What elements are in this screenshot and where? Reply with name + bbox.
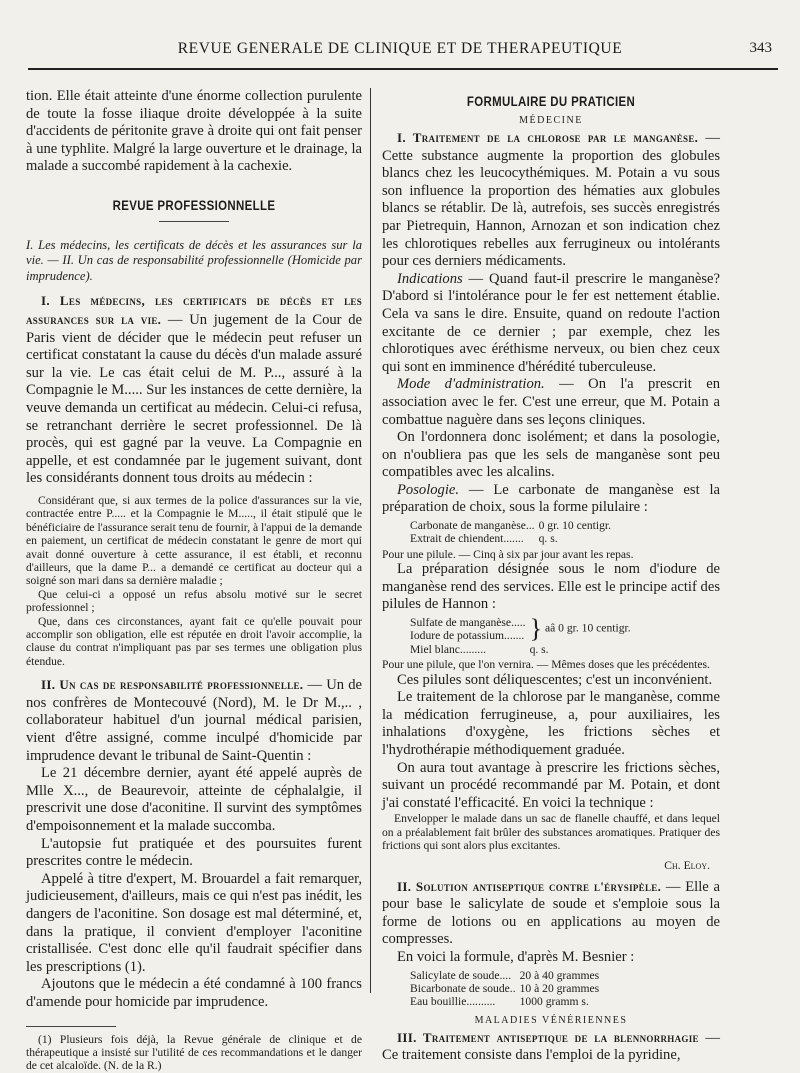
left-column <box>26 88 362 1073</box>
dose-text: aâ 0 gr. 10 centigr. <box>544 622 631 636</box>
paragraph <box>382 271 720 377</box>
footnote-rule <box>26 1026 116 1027</box>
paragraph-text: — Elle a pour base le salicylate de soude et s'emploie sous la forme de lotions ou en applications au moyen de compresses. <box>382 878 720 948</box>
paragraph: Ajoutons que le médecin a été condamné à 100 francs d'amende pour homicide par imprudence. <box>26 976 362 1010</box>
right-column <box>382 88 720 1065</box>
prescription-table <box>410 616 635 656</box>
ingredient: Iodure de potassium....... <box>410 629 525 643</box>
ingredient: Bicarbonate de soude.. <box>410 982 516 996</box>
paragraph: Le 21 décembre dernier, ayant été appelé auprès de Mlle X..., de Beaurevoir, atteinte de céphalalgie, il prescrivit une dose d'aconitine. Il survint des symptômes d'empoisonnement et la malade succomba. <box>26 765 362 835</box>
dose: 10 à 20 grammes <box>519 982 600 996</box>
subsection-heading: II. Un cas de responsabilité professionnelle. <box>41 677 304 693</box>
paragraph-text: — Ce traitement consiste dans l'emploi de la pyridine, <box>382 1029 720 1064</box>
paragraph: Le traitement de la chlorose par le manganèse, comme la médication ferrugineuse, a, pour auxiliaires, les inhalations d'oxygène, les frictions sèches et l'hydrothérapie méthodiquement graduée. <box>382 689 720 759</box>
ingredient: Salicylate de soude.... <box>410 968 512 982</box>
inline-label: Posologie. <box>397 481 460 498</box>
paragraph: En voici la formule, d'après M. Besnier : <box>397 949 635 966</box>
paragraph-text: — Cette substance augmente la proportion des globules blancs chez les leucocythémiques. M. Potain a vu sous son influence la proportion des hématies aux globules blancs se rétablir. De là, autrefois, ses succès enregistrés par Pietrequin, Hannon, Arnozan et son indication chez les chlorotiques rebelles aux ferrugineux ou intolérants pour ces derniers médicaments. <box>382 130 720 270</box>
dose: q. s. <box>529 642 549 656</box>
paragraph <box>382 1029 720 1065</box>
prescription-table <box>410 519 615 546</box>
technique-text: Envelopper le malade dans un sac de flanelle chauffé, et dans lequel on a préalablement fait brûler des substances aromatiques. Pratiquer des frictions qui sont alors plus excitantes. <box>382 812 720 853</box>
prescription-note: Pour une pilule, que l'on vernira. — Mêmes doses que les précédentes. <box>382 658 710 672</box>
prescription-row <box>410 519 615 532</box>
prescription-note: Pour une pilule. — Cinq à six par jour avant les repas. <box>382 547 634 561</box>
paragraph: La préparation désignée sous le nom d'iodure de manganèse rend des services. Elle est le principe actif des pilules de Hannon : <box>382 561 720 613</box>
section-rule <box>159 221 229 222</box>
inline-label: Indications <box>397 270 463 287</box>
subsection-heading: III. Traitement antiseptique de la blennorrhagie <box>397 1029 699 1045</box>
paragraph <box>26 676 362 765</box>
section-title: REVUE PROFESSIONNELLE <box>112 197 276 213</box>
paragraph: On aura tout avantage à prescrire les frictions sèches, suivant un procédé recommandé par M. Potain, et dont j'ai constaté l'efficacité. En voici la technique : <box>382 759 720 811</box>
column-separator <box>370 88 371 993</box>
ingredient: Eau bouillie.......... <box>410 995 496 1009</box>
subsection-heading: I. Traitement de la chlorose par le manganèse. <box>397 130 699 145</box>
dose: 1000 gramm s. <box>519 995 589 1009</box>
dose: q. s. <box>538 532 558 546</box>
prescription-table <box>410 969 603 1009</box>
paragraph <box>382 129 720 271</box>
subsection-heading: I. Les médecins, les certificats de décès et les assurances sur la vie. <box>26 293 362 328</box>
ingredient: Extrait de chiendent....... <box>410 532 524 546</box>
quote: Que, dans ces circonstances, ayant fait ce qu'elle pouvait pour accomplir son obligation, elle est réputée en droit l'avoir accomplie, la clause du contrat n'impliquant pas par ses termes une obligation plus étendue. <box>26 614 362 668</box>
paragraph <box>382 376 720 429</box>
section-summary: I. Les médecins, les certificats de décès et les assurances sur la vie. — II. Un cas de responsabilité professionnelle (Homicide par imprudence). <box>26 237 362 283</box>
ingredient: Miel blanc......... <box>410 642 486 656</box>
subsection-heading: II. Solution antiseptique contre l'érysipèle. <box>397 878 662 894</box>
paragraph: Ces pilules sont déliquescentes; c'est un inconvénient. <box>397 671 713 688</box>
prescription-row <box>410 982 603 995</box>
paragraph-text: — Le carbonate de manganèse est la préparation de choix, sous la forme pilulaire : <box>382 481 720 516</box>
paragraph-text: — On l'a prescrit en association avec le fer. C'est une erreur, que M. Potain a combattue naguère dans ses leçons cliniques. <box>382 376 720 428</box>
running-header <box>28 36 772 62</box>
paragraph: On l'ordonnera donc isolément; et dans la posologie, on n'oubliera pas que les sels de manganèse sont peu compatibles avec les alcalins. <box>382 429 720 481</box>
paragraph <box>382 878 720 949</box>
header-rule <box>28 68 778 70</box>
paragraph-text: — Un jugement de la Cour de Paris vient de décider que le médecin peut refuser un certificat constatant la cause du décès d'un malade assuré sur la vie. Le cas était celui de M. P..., assuré à la Compagnie le M..... Sur les instances de cette dernière, la veuve demanda un certificat au médecin. Celui-ci refusa, se retranchant derrière le secret professionnel. De là procès, qui est gagné par la veuve. La Compagnie en appelle, et est condamnée par le jugement suivant, dont les considérants donnent tous droits au médecin : <box>26 312 362 487</box>
quote: Que celui-ci a opposé un refus absolu motivé sur le secret professionnel ; <box>26 587 362 615</box>
subsection-label: MÉDECINE <box>519 115 583 126</box>
quote: Considérant que, si aux termes de la police d'assurances sur la vie, contractée entre P..... et la Compagnie le M....., il était stipulé que le bénéficiaire de l'assurance serait tenu de fournir, à l'appui de la demande en paiement, un certificat de médecin constatant le genre de mort qui avait donné ouverture à cette assurance, il est établi, et reconnu d'ailleurs, que la dame P... a demandé ce certificat au docteur qui a soigné son mari dans sa dernière maladie ; <box>26 494 362 588</box>
footnote: (1) Plusieurs fois déjà, la Revue générale de clinique et de thérapeutique a insisté sur l'utilité de ces recommandations et le danger de cet alcaloïde. (N. de la R.) <box>26 1032 362 1073</box>
paragraph <box>382 482 720 517</box>
paragraph: Appelé à titre d'expert, M. Brouardel a fait remarquer, judicieusement, d'ailleurs, mais ce qui n'est pas inédit, les dangers de l'aconitine. Son dosage est mal déterminé, et, dans la pratique, il convient d'employer l'aconitine cristallisée. C'est donc elle qu'il faudrait spécifier dans les prescriptions (1). <box>26 870 362 975</box>
page-number: 343 <box>749 40 772 56</box>
subsection-label: MALADIES VÉNÉRIENNES <box>474 1014 628 1026</box>
prescription-row <box>410 643 635 656</box>
section-title: FORMULAIRE DU PRATICIEN <box>466 94 636 109</box>
ingredient: Carbonate de manganèse... <box>410 519 535 533</box>
paragraph: L'autopsie fut pratiquée et des poursuites furent prescrites contre le médecin. <box>26 835 362 870</box>
paragraph: tion. Elle était atteinte d'une énorme collection purulente de toute la fosse iliaque droite développée à la suite d'accidents de péritonite grave à droite qui ont fait penser à une typhlite. Malgré la large ouverture et le drainage, la malade a succombé rapidement à la cachexie. <box>26 88 362 175</box>
ingredient: Sulfate de manganèse..... <box>410 616 526 630</box>
prescription-row <box>410 995 603 1008</box>
inline-label: Mode d'administration. <box>397 376 545 393</box>
prescription-row <box>410 532 615 545</box>
brace-glyph: } <box>529 614 543 644</box>
prescription-row <box>410 969 603 982</box>
paragraph-text: — Quand faut-il prescrire le manganèse? D'abord si l'intolérance pour le fer est nettement établie. Cela va sans le dire. Ensuite, quand on redoute l'action excitante de ce dernier ; par exemple, chez les chlorotiques avec éréthisme nerveux, ou bien chez ceux qui sont en imminence d'hérédité tuberculeuse. <box>382 270 720 375</box>
dose: 20 à 40 grammes <box>519 968 600 982</box>
journal-title: REVUE GENERALE DE CLINIQUE ET DE THERAPEUTIQUE <box>177 40 623 57</box>
dose <box>530 616 635 643</box>
dose: 0 gr. 10 centigr. <box>538 519 612 533</box>
author-signature: Ch. Eloy. <box>664 858 710 872</box>
prescription-row <box>410 616 635 629</box>
paragraph-text: — Un de nos confrères de Montecouvé (Nord), M. le Dr M.,.. , collaborateur habituel d'un journal médical parisien, vient d'être assigné, comme inculpé d'homicide par imprudence devant le tribunal de Saint-Quentin : <box>26 677 362 764</box>
paragraph <box>26 292 362 488</box>
